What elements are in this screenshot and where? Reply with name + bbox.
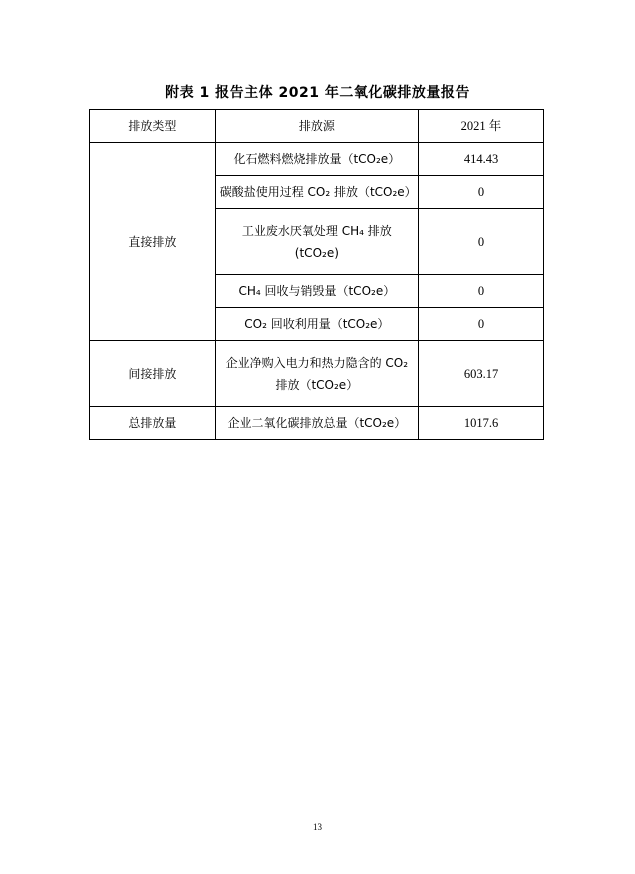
indirect-emission-label: 间接排放 xyxy=(90,341,216,407)
direct-value-cell: 0 xyxy=(419,176,544,209)
direct-value-cell: 0 xyxy=(419,275,544,308)
direct-source-cell: 化石燃料燃烧排放量（tCO₂e） xyxy=(215,143,418,176)
page-title: 附表 1 报告主体 2021 年二氧化碳排放量报告 xyxy=(165,85,470,101)
source-line: 企业净购入电力和热力隐含的 CO₂ xyxy=(225,355,409,370)
direct-value-cell: 0 xyxy=(419,209,544,275)
header-year: 2021 年 xyxy=(419,110,544,143)
source-line: (tCO₂e) xyxy=(294,245,339,260)
indirect-source-cell xyxy=(215,341,418,407)
source-line: 工业废水厌氧处理 CH₄ 排放 xyxy=(241,223,392,238)
direct-source-cell xyxy=(215,209,418,275)
page-number: 13 xyxy=(313,822,322,832)
direct-value-cell: 0 xyxy=(419,308,544,341)
total-emission-label: 总排放量 xyxy=(90,407,216,440)
table-header-row xyxy=(90,110,544,143)
direct-source-cell: 碳酸盐使用过程 CO₂ 排放（tCO₂e） xyxy=(215,176,418,209)
table-row xyxy=(90,341,544,407)
emissions-report-table xyxy=(89,109,544,440)
source-line: 排放（tCO₂e） xyxy=(275,377,359,392)
header-emission-type: 排放类型 xyxy=(90,110,216,143)
direct-source-cell: CO₂ 回收利用量（tCO₂e） xyxy=(215,308,418,341)
direct-value-cell: 414.43 xyxy=(419,143,544,176)
table-row xyxy=(90,143,544,176)
direct-source-cell: CH₄ 回收与销毁量（tCO₂e） xyxy=(215,275,418,308)
table-row xyxy=(90,407,544,440)
header-emission-source: 排放源 xyxy=(215,110,418,143)
total-source-cell: 企业二氧化碳排放总量（tCO₂e） xyxy=(215,407,418,440)
total-value-cell: 1017.6 xyxy=(419,407,544,440)
direct-emission-label: 直接排放 xyxy=(90,143,216,341)
indirect-value-cell: 603.17 xyxy=(419,341,544,407)
